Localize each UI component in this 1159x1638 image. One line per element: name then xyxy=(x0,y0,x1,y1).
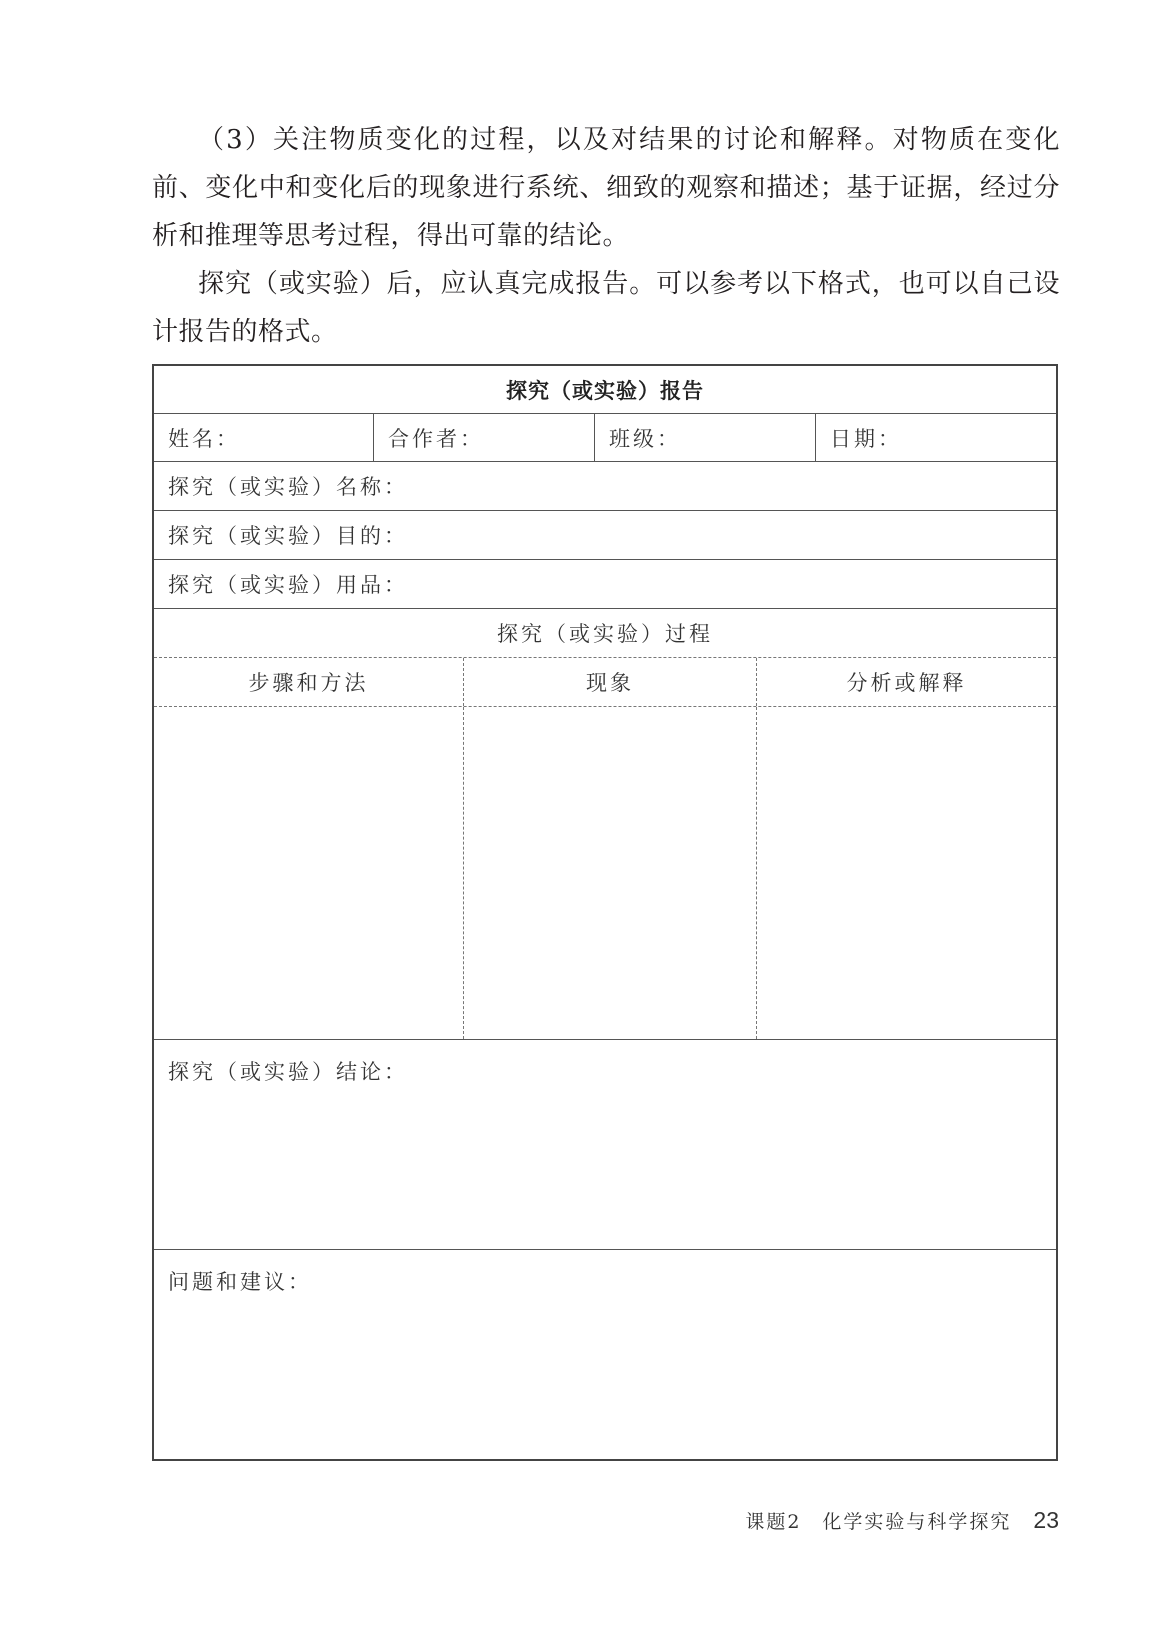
column-steps-header: 步骤和方法 xyxy=(154,658,464,706)
supplies-row xyxy=(154,560,1056,609)
conclusion-row xyxy=(154,1040,1056,1250)
questions-field[interactable]: 问题和建议： xyxy=(168,1270,312,1294)
questions-row xyxy=(154,1250,1056,1459)
paragraph-process: （3）关注物质变化的过程，以及对结果的讨论和解释。对物质在变化前、变化中和变化后的现象进行系统、细致的观察和描述；基于证据，经过分析和推理等思考过程，得出可靠的结论。 xyxy=(152,125,1060,251)
partner-field[interactable]: 合作者： xyxy=(374,414,595,461)
page-number: 23 xyxy=(1033,1507,1059,1533)
class-field[interactable]: 班级： xyxy=(595,414,816,461)
report-title: 探究（或实验）报告 xyxy=(506,378,704,403)
purpose-row xyxy=(154,511,1056,560)
report-title-row xyxy=(154,366,1056,414)
steps-area[interactable] xyxy=(154,707,464,1039)
chapter-title: 课题2 化学实验与科学探究 xyxy=(745,1511,1012,1533)
process-body-row xyxy=(154,707,1056,1040)
report-form xyxy=(152,364,1058,1461)
conclusion-field[interactable]: 探究（或实验）结论： xyxy=(168,1060,408,1084)
process-heading-row xyxy=(154,609,1056,658)
experiment-name-row xyxy=(154,462,1056,511)
column-phenomena-header: 现象 xyxy=(464,658,757,706)
name-field[interactable]: 姓名： xyxy=(154,414,374,461)
info-row xyxy=(154,414,1056,462)
supplies-field[interactable]: 探究（或实验）用品： xyxy=(168,573,408,597)
column-analysis-header: 分析或解释 xyxy=(846,671,967,695)
paragraph-report-instruction: 探究（或实验）后，应认真完成报告。可以参考以下格式，也可以自己设计报告的格式。 xyxy=(152,269,1060,347)
process-heading: 探究（或实验）过程 xyxy=(497,622,713,646)
purpose-field[interactable]: 探究（或实验）目的： xyxy=(168,524,408,548)
phenomena-area[interactable] xyxy=(464,707,757,1039)
experiment-name-field[interactable]: 探究（或实验）名称： xyxy=(168,475,408,499)
analysis-area[interactable] xyxy=(757,707,1056,1039)
page-footer xyxy=(745,1507,1059,1534)
process-columns-header xyxy=(154,658,1056,707)
date-field[interactable]: 日期： xyxy=(830,426,902,451)
